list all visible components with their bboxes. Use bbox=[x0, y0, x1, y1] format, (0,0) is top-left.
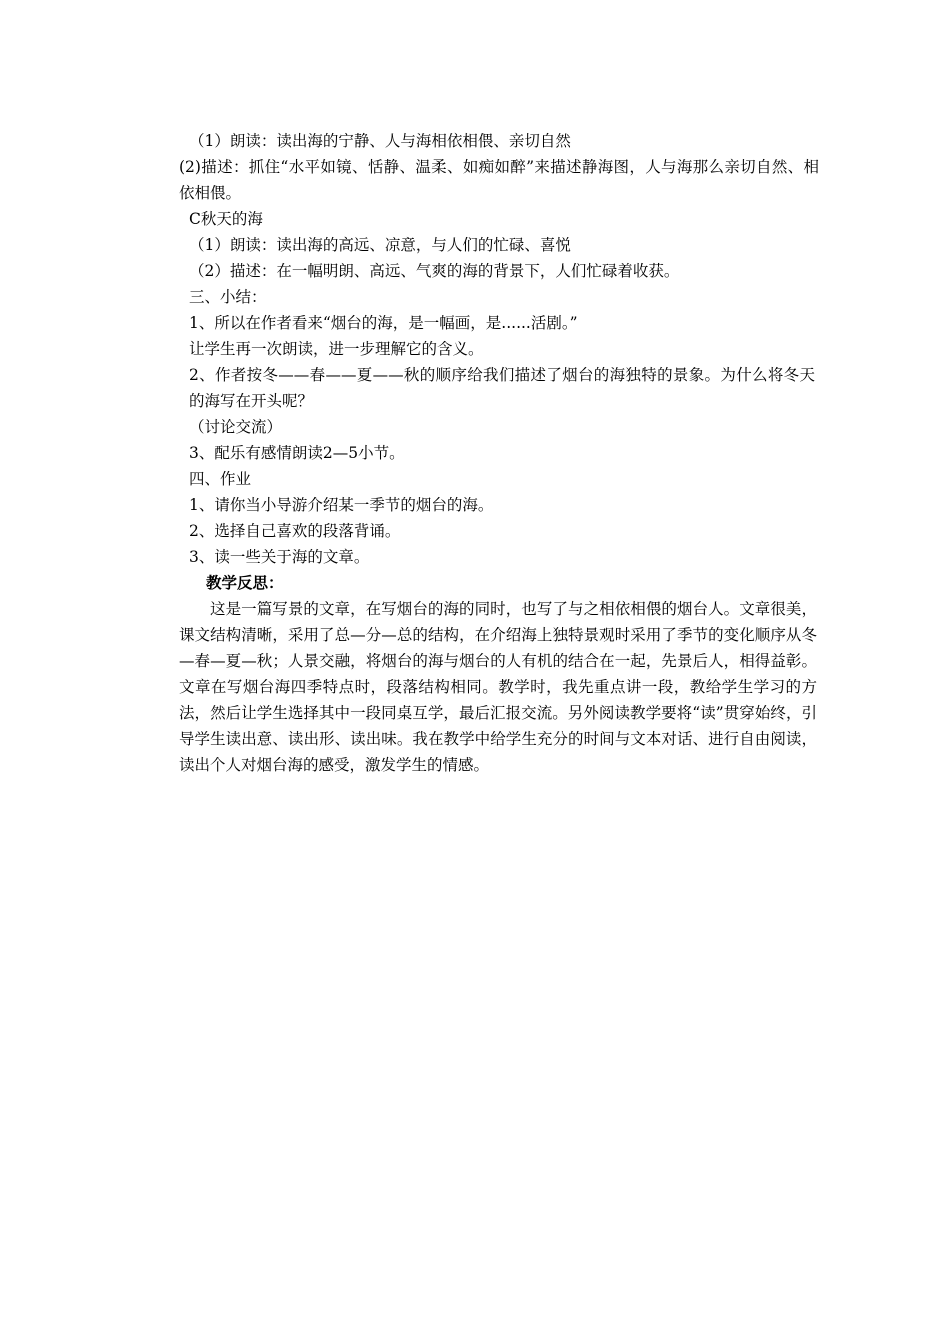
text-line: （1）朗读：读出海的高远、凉意，与人们的忙碌、喜悦 bbox=[189, 236, 571, 254]
text-line: 让学生再一次朗读，进一步理解它的含义。 bbox=[189, 340, 484, 358]
text-line: 3、配乐有感情朗读2—5小节。 bbox=[189, 444, 405, 462]
reflection-paragraph: 这是一篇写景的文章，在写烟台的海的同时，也写了与之相依相偎的烟台人。文章很美，课文结构清晰，采用了总—分—总的结构，在介绍海上独特景观时采用了季节的变化顺序从冬—春—夏—秋；人景交融，将烟台的海与烟台的人有机的结合在一起，先景后人，相得益彰。文章在写烟台海四季特点时，段落结构相同。教学时，我先重点讲一段，教给学生学习的方法，然后让学生选择其中一段同桌互学，最后汇报交流。另外阅读教学要将“读”贯穿始终，引导学生读出意、读出形、读出味。我在教学中给学生充分的时间与文本对话、进行自由阅读，读出个人对烟台海的感受，激发学生的情感。 bbox=[179, 600, 817, 774]
text-line: 2、选择自己喜欢的段落背诵。 bbox=[189, 522, 401, 540]
section-heading: 四、作业 bbox=[189, 470, 252, 488]
text-line: 1、请你当小导游介绍某一季节的烟台的海。 bbox=[189, 496, 494, 514]
text-line: （讨论交流） bbox=[189, 418, 283, 436]
text-line: (2)描述：抓住“水平如镜、恬静、温柔、如痴如醉”来描述静海图，人与海那么亲切自然、相依相偎。 bbox=[179, 158, 819, 202]
text-line: （2）描述：在一幅明朗、高远、气爽的海的背景下，人们忙碌着收获。 bbox=[189, 262, 680, 280]
text-line: 2、作者按冬——春——夏——秋的顺序给我们描述了烟台的海独特的景象。为什么将冬天的海写在开头呢？ bbox=[189, 366, 815, 410]
text-line: C秋天的海 bbox=[189, 210, 263, 228]
reflection-heading: 教学反思： bbox=[206, 573, 284, 592]
section-heading: 三、小结： bbox=[189, 288, 267, 306]
text-line: 1、所以在作者看来“烟台的海，是一幅画，是......活剧。” bbox=[189, 314, 578, 332]
text-line: （1）朗读：读出海的宁静、人与海相依相偎、亲切自然 bbox=[189, 132, 571, 150]
document-body bbox=[175, 128, 825, 778]
text-line: 3、读一些关于海的文章。 bbox=[189, 548, 370, 566]
